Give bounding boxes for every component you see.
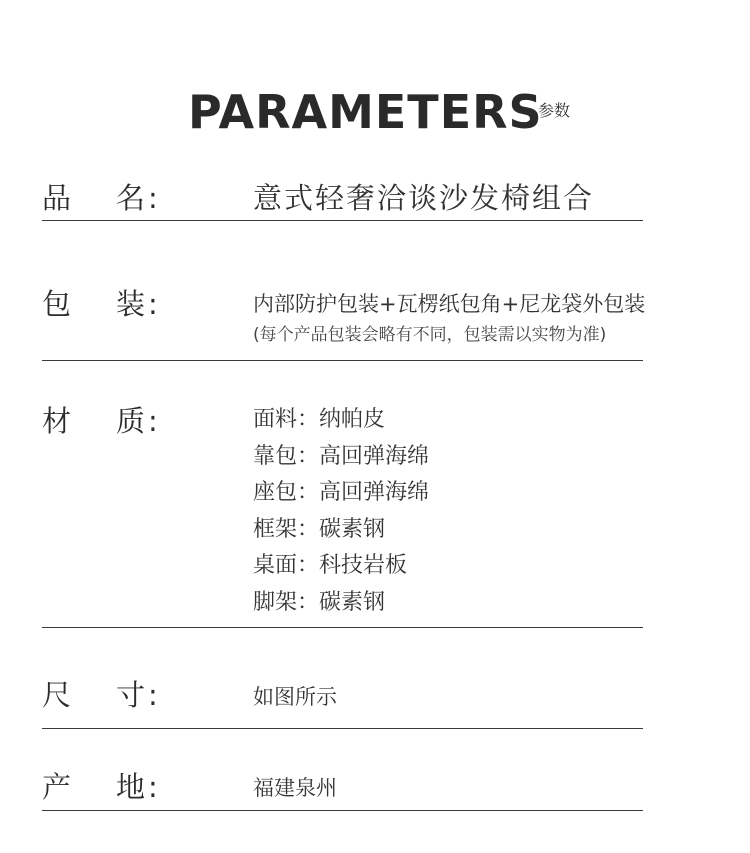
page-title: PARAMETERS	[188, 85, 543, 139]
material-line: 靠包：高回弹海绵	[253, 443, 430, 469]
material-line: 脚架：碳素钢	[253, 589, 386, 615]
divider	[42, 220, 643, 221]
value-origin: 福建泉州	[253, 776, 337, 800]
divider	[42, 810, 643, 811]
material-line: 框架：碳素钢	[253, 516, 386, 542]
divider	[42, 728, 643, 729]
material-list	[253, 402, 429, 622]
divider	[42, 627, 643, 628]
value-product-name: 意式轻奢洽谈沙发椅组合	[253, 181, 595, 215]
material-line: 座包：高回弹海绵	[253, 480, 430, 506]
value-size: 如图所示	[253, 685, 337, 709]
value-packaging: 内部防护包装+瓦楞纸包角+尼龙袋外包装	[253, 292, 646, 316]
header	[0, 82, 750, 142]
divider	[42, 360, 643, 361]
material-line: 面料：纳帕皮	[253, 407, 386, 432]
page-subtitle: 参数	[538, 101, 571, 120]
packaging-note: (每个产品包装会略有不同，包装需以实物为准)	[253, 325, 607, 345]
material-line: 桌面：科技岩板	[253, 553, 408, 579]
